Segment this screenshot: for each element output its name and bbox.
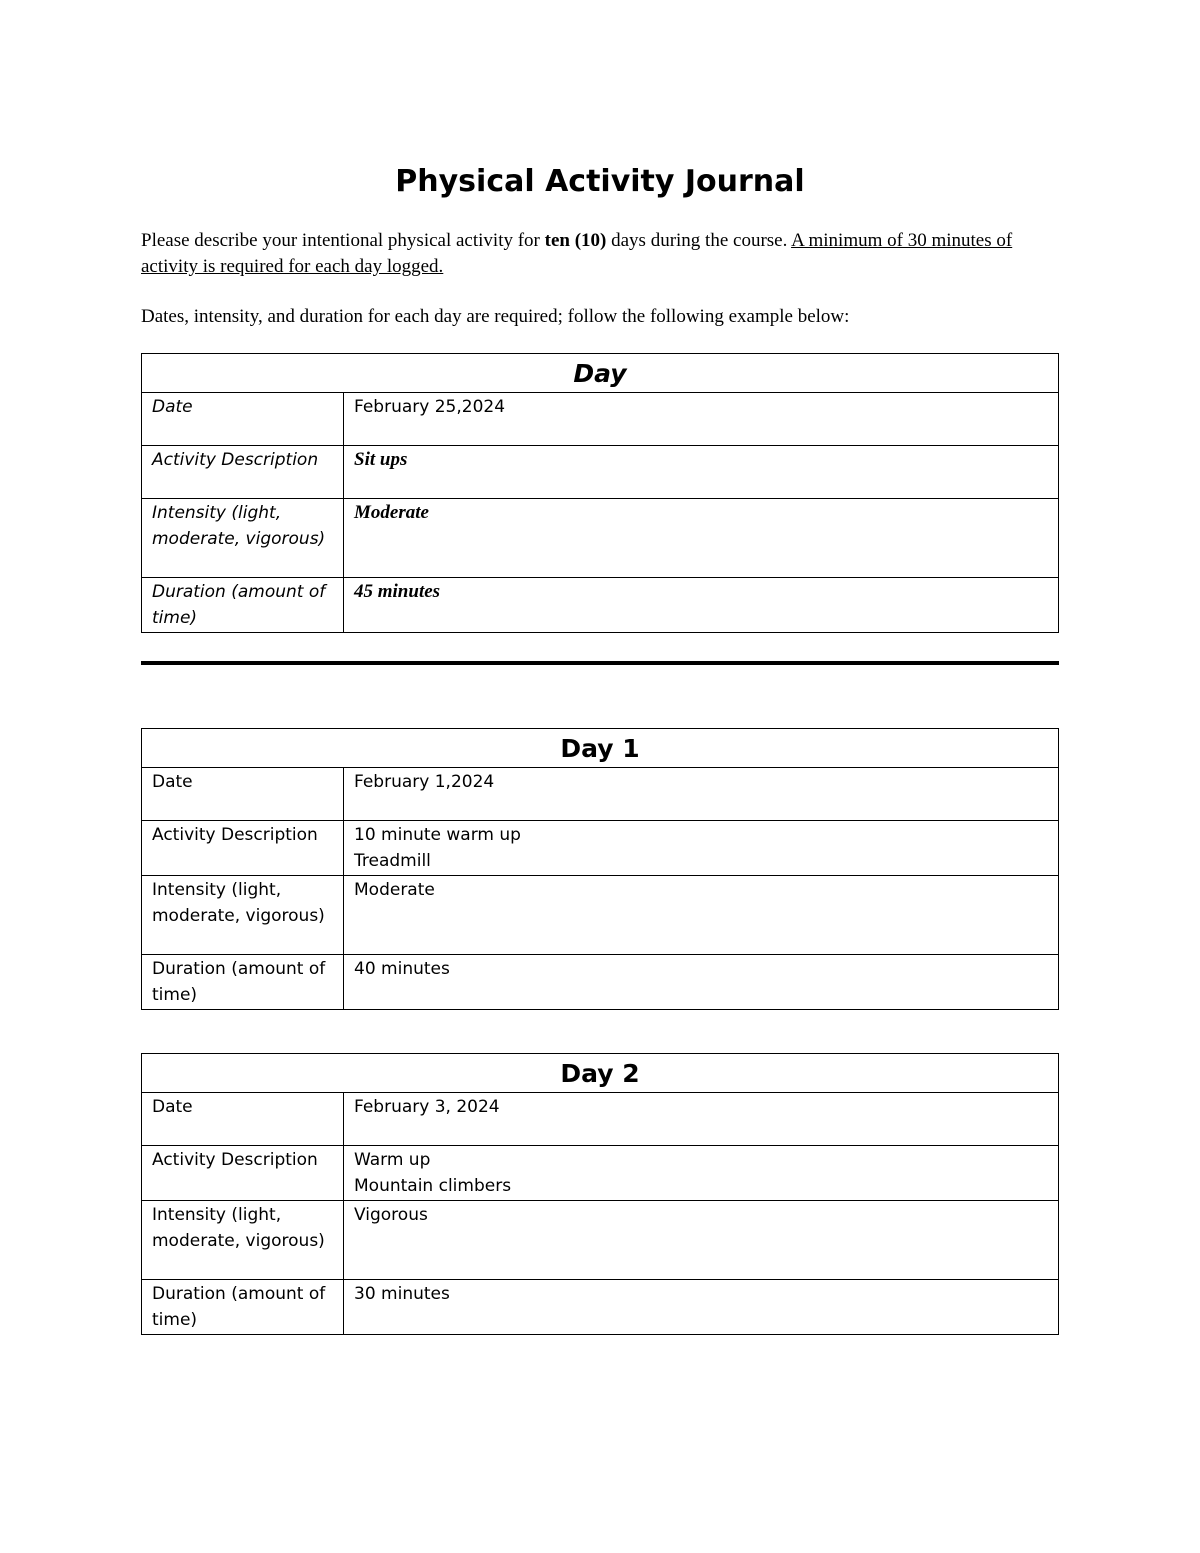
example-activity-value: Sit ups <box>344 446 1059 499</box>
day-1-activity-line-2: Treadmill <box>354 851 431 871</box>
intro-underlined-text: A minimum of 30 minutes of activity is required for each day logged. <box>141 230 1013 277</box>
day-2-intensity-value: Vigorous <box>344 1201 1059 1280</box>
day-1-heading: Day 1 <box>142 729 1059 768</box>
example-duration-value: 45 minutes <box>344 578 1059 633</box>
day-2-duration-label: Duration (amount of time) <box>142 1280 344 1335</box>
example-date-value: February 25,2024 <box>344 393 1059 446</box>
example-date-label: Date <box>142 393 344 446</box>
day-1-activity-label: Activity Description <box>142 821 344 876</box>
day-1-duration-label: Duration (amount of time) <box>142 955 344 1010</box>
section-divider <box>141 661 1059 665</box>
day-1-intensity-label: Intensity (light, moderate, vigorous) <box>142 876 344 955</box>
intro-text-2: days during the course. <box>606 230 792 251</box>
example-day-table <box>141 353 1059 633</box>
day-2-intensity-label: Intensity (light, moderate, vigorous) <box>142 1201 344 1280</box>
day-2-activity-value <box>344 1146 1059 1201</box>
intro-paragraph <box>141 228 1061 280</box>
instruction-paragraph: Dates, intensity, and duration for each day are required; follow the following example below: <box>141 306 850 327</box>
day-2-heading: Day 2 <box>142 1054 1059 1093</box>
intro-text-1: Please describe your intentional physical activity for <box>141 230 545 251</box>
day-1-table <box>141 728 1059 1010</box>
intro-bold-text: ten (10) <box>544 230 607 251</box>
example-intensity-value: Moderate <box>344 499 1059 578</box>
day-1-intensity-value: Moderate <box>344 876 1059 955</box>
day-1-duration-value: 40 minutes <box>344 955 1059 1010</box>
day-2-date-label: Date <box>142 1093 344 1146</box>
example-day-heading: Day <box>142 354 1059 393</box>
day-2-activity-line-2: Mountain climbers <box>354 1176 512 1196</box>
day-2-date-value: February 3, 2024 <box>344 1093 1059 1146</box>
day-1-date-label: Date <box>142 768 344 821</box>
day-1-activity-line-1: 10 minute warm up <box>354 825 521 845</box>
day-2-table <box>141 1053 1059 1335</box>
example-duration-label: Duration (amount of time) <box>142 578 344 633</box>
example-intensity-label: Intensity (light, moderate, vigorous) <box>142 499 344 578</box>
day-2-activity-label: Activity Description <box>142 1146 344 1201</box>
day-1-activity-value <box>344 821 1059 876</box>
day-2-activity-line-1: Warm up <box>354 1150 431 1170</box>
example-activity-label: Activity Description <box>142 446 344 499</box>
day-1-date-value: February 1,2024 <box>344 768 1059 821</box>
day-2-duration-value: 30 minutes <box>344 1280 1059 1335</box>
page-title: Physical Activity Journal <box>395 164 805 199</box>
